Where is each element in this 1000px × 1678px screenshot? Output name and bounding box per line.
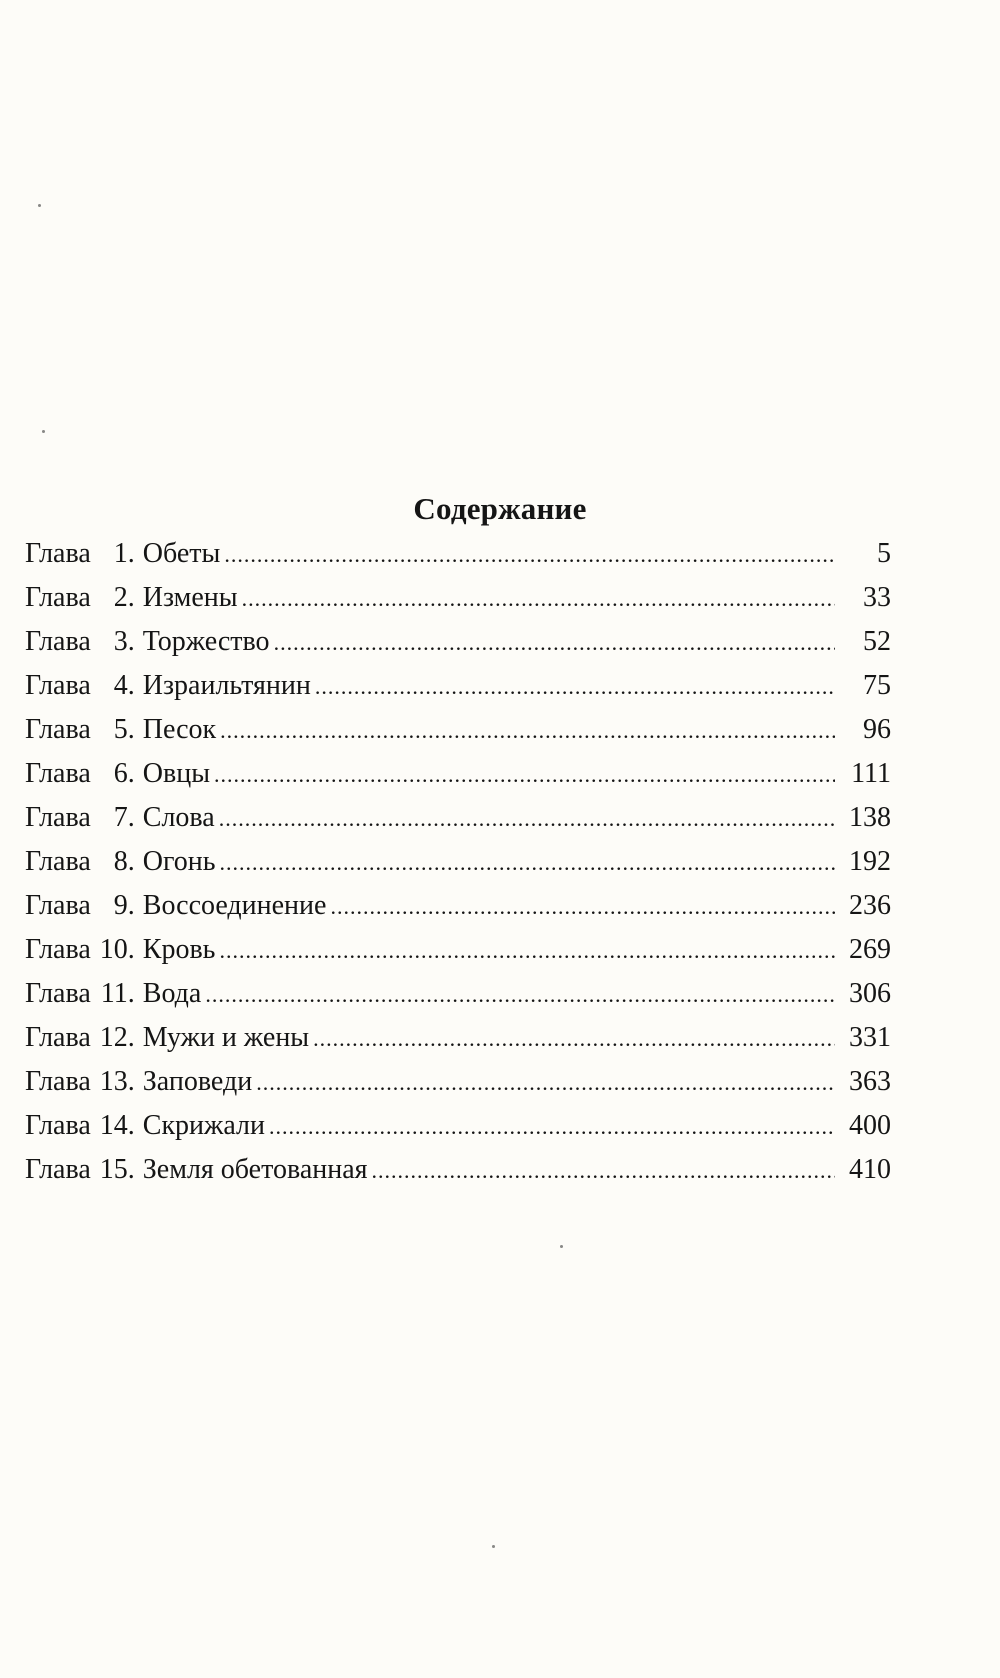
toc-entry <box>25 714 891 758</box>
page-number: 236 <box>849 890 891 921</box>
dot-leader <box>219 938 835 964</box>
chapter-word: Глава <box>25 846 91 877</box>
page-number: 306 <box>849 978 891 1009</box>
dot-leader <box>205 982 835 1008</box>
chapter-title: Измены <box>142 582 238 613</box>
page-number: 410 <box>849 1154 891 1185</box>
page-number: 138 <box>849 802 891 833</box>
dot-leader <box>214 762 835 788</box>
page-number: 363 <box>849 1066 891 1097</box>
chapter-word: Глава <box>25 758 91 789</box>
chapter-title: Воссоединение <box>142 890 327 921</box>
page-number: 52 <box>863 626 891 657</box>
dot-leader <box>219 806 835 832</box>
chapter-number: 15. <box>99 1154 135 1185</box>
page-number: 75 <box>863 670 891 701</box>
toc-entry <box>25 1022 891 1066</box>
toc-entry <box>25 582 891 626</box>
toc-entry <box>25 934 891 978</box>
page-number: 96 <box>863 714 891 745</box>
toc-entry <box>25 978 891 1022</box>
chapter-title: Израильтянин <box>142 670 311 701</box>
chapter-title: Мужи и жены <box>142 1022 310 1053</box>
chapter-number: 12. <box>99 1022 135 1053</box>
chapter-title: Кровь <box>142 934 216 965</box>
chapter-number: 10. <box>99 934 135 965</box>
paper-speck <box>42 430 45 433</box>
page-number: 111 <box>851 758 891 789</box>
toc-list <box>25 538 891 1198</box>
toc-entry <box>25 758 891 802</box>
chapter-word: Глава <box>25 978 91 1009</box>
chapter-number: 2. <box>113 582 135 613</box>
chapter-number: 9. <box>113 890 135 921</box>
page-number: 192 <box>849 846 891 877</box>
chapter-title: Скрижали <box>142 1110 266 1141</box>
dot-leader <box>220 850 835 876</box>
chapter-title: Песок <box>142 714 217 745</box>
chapter-title: Вода <box>142 978 202 1009</box>
chapter-number: 5. <box>113 714 135 745</box>
dot-leader <box>256 1070 835 1096</box>
toc-entry <box>25 538 891 582</box>
chapter-word: Глава <box>25 714 91 745</box>
dot-leader <box>242 586 835 612</box>
dot-leader <box>274 630 835 656</box>
chapter-number: 7. <box>113 802 135 833</box>
chapter-number: 11. <box>100 978 135 1009</box>
page-number: 400 <box>849 1110 891 1141</box>
toc-entry <box>25 1066 891 1110</box>
chapter-number: 3. <box>113 626 135 657</box>
toc-entry <box>25 890 891 934</box>
page-number: 5 <box>877 538 891 569</box>
toc-entry <box>25 1110 891 1154</box>
chapter-word: Глава <box>25 934 91 965</box>
chapter-word: Глава <box>25 1154 91 1185</box>
chapter-number: 4. <box>113 670 135 701</box>
page-number: 331 <box>849 1022 891 1053</box>
dot-leader <box>224 542 835 568</box>
chapter-number: 13. <box>99 1066 135 1097</box>
chapter-title: Огонь <box>142 846 216 877</box>
chapter-word: Глава <box>25 582 91 613</box>
toc-entry <box>25 670 891 714</box>
page-number: 33 <box>863 582 891 613</box>
paper-speck <box>560 1245 563 1248</box>
chapter-word: Глава <box>25 670 91 701</box>
toc-entry <box>25 802 891 846</box>
dot-leader <box>313 1026 835 1052</box>
paper-speck <box>492 1545 495 1548</box>
chapter-title: Обеты <box>142 538 221 569</box>
chapter-number: 1. <box>113 538 135 569</box>
chapter-number: 14. <box>99 1110 135 1141</box>
dot-leader <box>269 1114 835 1140</box>
chapter-word: Глава <box>25 1110 91 1141</box>
chapter-word: Глава <box>25 802 91 833</box>
chapter-word: Глава <box>25 626 91 657</box>
dot-leader <box>372 1158 835 1184</box>
chapter-title: Слова <box>142 802 215 833</box>
toc-entry <box>25 626 891 670</box>
dot-leader <box>315 674 835 700</box>
chapter-number: 8. <box>113 846 135 877</box>
chapter-word: Глава <box>25 1066 91 1097</box>
dot-leader <box>220 718 835 744</box>
chapter-word: Глава <box>25 538 91 569</box>
chapter-title: Овцы <box>142 758 211 789</box>
chapter-title: Земля обетованная <box>142 1154 368 1185</box>
chapter-word: Глава <box>25 1022 91 1053</box>
chapter-title: Торжество <box>142 626 270 657</box>
chapter-number: 6. <box>113 758 135 789</box>
toc-entry <box>25 1154 891 1198</box>
chapter-title: Заповеди <box>142 1066 253 1097</box>
dot-leader <box>330 894 835 920</box>
paper-speck <box>38 204 41 207</box>
page-number: 269 <box>849 934 891 965</box>
toc-title: Содержание <box>413 490 587 526</box>
toc-entry <box>25 846 891 890</box>
chapter-word: Глава <box>25 890 91 921</box>
